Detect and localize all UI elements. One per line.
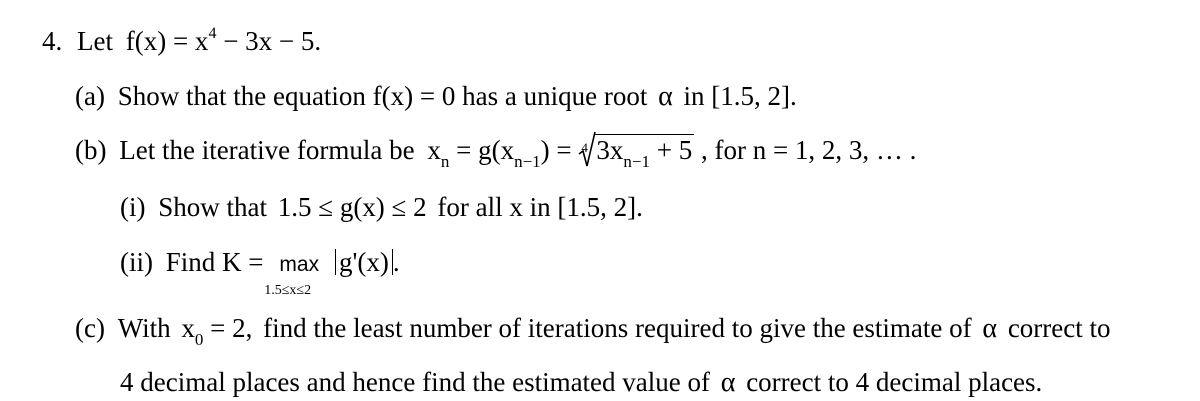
part-c-continuation — [120, 366, 1042, 399]
inequality: 1.5 ≤ g(x) ≤ 2 — [277, 192, 427, 222]
part-b-text-2: , for n = 1, 2, 3, … . — [700, 135, 917, 165]
part-a — [75, 80, 797, 113]
max-operator: max 1.5≤x≤2 — [270, 249, 328, 281]
part-b — [75, 134, 916, 170]
alpha-symbol: α — [658, 81, 673, 112]
part-c-text-3: correct to — [1007, 313, 1111, 343]
alpha-symbol: α — [982, 313, 998, 344]
part-b-i-label: (i) — [120, 192, 146, 222]
max-limits: 1.5≤x≤2 — [264, 283, 312, 298]
fourth-root: 4 $3x_{n-1} + 5$ — [578, 134, 694, 170]
initial-value: $x_0 = 2$, — [181, 313, 253, 349]
part-a-text-1: Show that the equation f(x) = 0 has a unique root — [117, 81, 648, 111]
part-c-text-1: With — [117, 313, 171, 343]
question-intro: Let — [77, 26, 113, 56]
part-b-text-1: Let the iterative formula be — [119, 135, 415, 165]
part-b-label: (b) — [75, 135, 107, 165]
part-a-text-2: in [1.5, 2]. — [683, 81, 797, 111]
part-c-line2-text-2: correct to 4 decimal places. — [746, 367, 1043, 397]
radical-sign-icon — [578, 130, 596, 170]
part-b-ii-text-1: Find K = — [165, 247, 264, 277]
question-heading — [42, 25, 321, 62]
part-b-ii: (ii) Find K = max 1.5≤x≤2 g'(x) . — [120, 246, 400, 281]
part-b-ii-label: (ii) — [120, 247, 153, 277]
part-b-i — [120, 191, 643, 223]
part-c — [75, 312, 1111, 348]
absolute-value-derivative: g'(x) — [335, 249, 393, 275]
part-a-label: (a) — [75, 81, 105, 111]
alpha-symbol: α — [720, 367, 736, 398]
part-b-i-text-2: for all x in [1.5, 2]. — [437, 192, 643, 222]
part-b-i-text-1: Show that — [158, 192, 267, 222]
function-definition: $f(x) = x^4 - 3x - 5$. — [125, 25, 322, 56]
part-c-label: (c) — [75, 313, 105, 343]
question-number: 4. — [42, 26, 63, 56]
iterative-formula: $x_n = g(x_{n-1})$ = 4 $3x_{n-1} + 5$ — [427, 135, 701, 165]
part-c-line2-text-1: 4 decimal places and hence find the estimated value of — [120, 367, 711, 397]
part-c-text-2: find the least number of iterations required to give the estimate of — [263, 313, 972, 343]
